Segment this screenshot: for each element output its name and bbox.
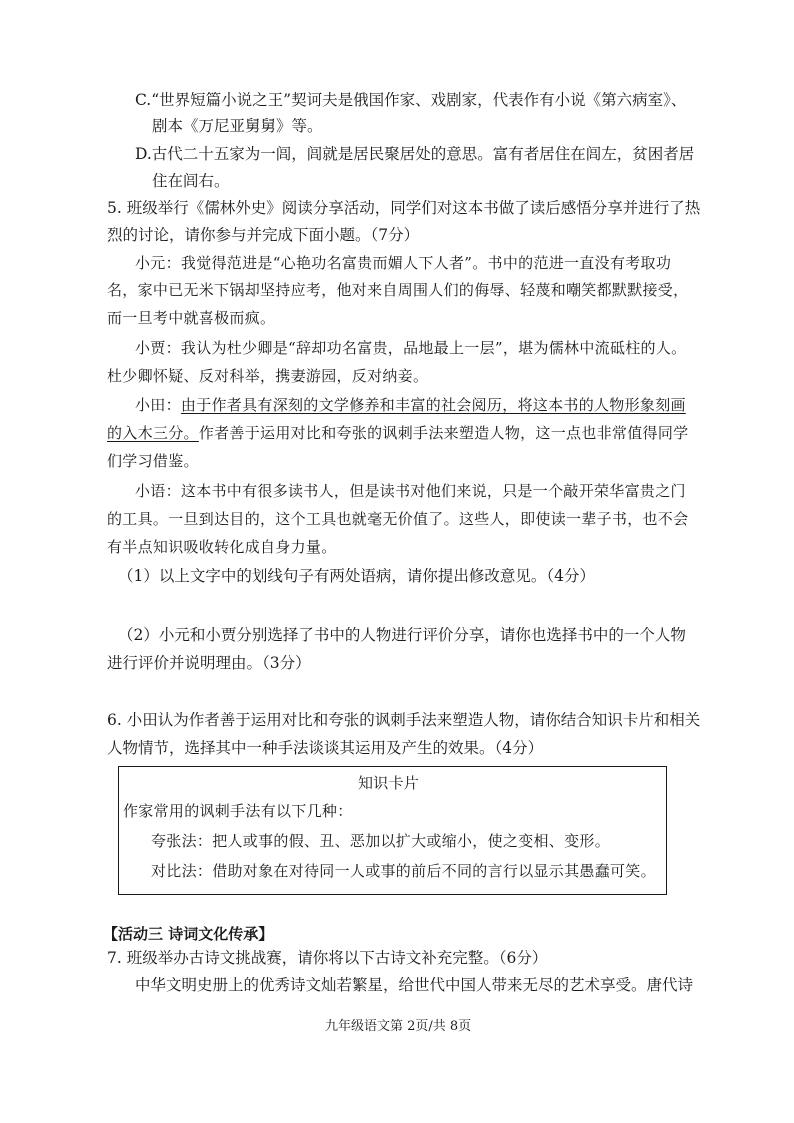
q5-sub2-line2: 进行评价并说明理由。（3分） xyxy=(107,654,311,672)
xiaotian-line2 xyxy=(107,423,688,443)
xiaoyu-line3: 有半点知识吸收转化成自身力量。 xyxy=(107,538,337,556)
q5-sub2-line1: （2）小元和小贾分别选择了书中的人物进行评价分享，请你也选择书中的一个人物 xyxy=(118,626,686,644)
xiaogui-line1: 小贾：我认为杜少卿是“辞却功名富贵，品地最上一层”，堪为儒林中流砥柱的人。 xyxy=(135,339,687,357)
card-item-contrast: 对比法：借助对象在对待同一人或事的前后不同的言行以显示其愚蠢可笑。 xyxy=(151,862,656,880)
xiaotian-prefix: 小田： xyxy=(135,396,181,414)
q5-stem-line1: 5. 班级举行《儒林外史》阅读分享活动，同学们对这本书做了读后感悟分享并进行了热 xyxy=(107,199,701,217)
option-c-line1: C.“世界短篇小说之王”契诃夫是俄国作家、戏剧家，代表作有小说《第六病室》、 xyxy=(135,91,687,109)
q6-stem-line1: 6. 小田认为作者善于运用对比和夸张的讽刺手法来塑造人物，请你结合知识卡片和相关 xyxy=(107,711,701,729)
xiaoyu-line1: 小语：这本书中有很多读书人，但是读书对他们来说，只是一个敲开荣华富贵之门 xyxy=(135,482,686,500)
underlined-sentence-part2: 的入木三分。 xyxy=(107,424,199,442)
xiaotian-rest: 作者善于运用对比和夸张的讽刺手法来塑造人物，这一点也非常值得同学 xyxy=(198,424,689,442)
activity3-heading: 【活动三 诗词文化传承】 xyxy=(103,925,274,943)
xiaotian-line3: 们学习借鉴。 xyxy=(107,452,199,470)
xiaoyuan-line1: 小元：我觉得范进是“心艳功名富贵而媚人下人者”。书中的范进一直没有考取功 xyxy=(135,254,672,272)
q7-stem: 7. 班级举办古诗文挑战赛，请你将以下古诗文补充完整。（6分） xyxy=(107,949,548,967)
q5-stem-line2: 烈的讨论，请你参与并完成下面小题。（7分） xyxy=(107,226,420,244)
q5-sub1: （1）以上文字中的划线句子有两处语病，请你提出修改意见。（4分） xyxy=(118,567,595,585)
page-footer: 九年级语文第 2页/共 8页 xyxy=(325,1019,472,1034)
xiaogui-line2: 杜少卿怀疑、反对科举，携妻游园，反对纳妾。 xyxy=(107,367,429,385)
q7-passage-line1: 中华文明史册上的优秀诗文灿若繁星，给世代中国人带来无尽的艺术享受。唐代诗 xyxy=(135,976,694,994)
card-item-exaggeration: 夸张法：把人或事的假、丑、恶加以扩大或缩小，使之变相、变形。 xyxy=(151,832,611,850)
xiaotian-line1 xyxy=(135,395,686,415)
underlined-sentence-part1: 由于作者具有深刻的文学修养和丰富的社会阅历，将这本书的人物形象刻画 xyxy=(180,396,686,414)
xiaoyu-line2: 的工具。一旦到达目的，这个工具也就毫无价值了。这些人，即使读一辈子书，也不会 xyxy=(107,510,689,528)
card-title: 知识卡片 xyxy=(358,774,420,792)
q6-stem-line2: 人物情节，选择其中一种手法谈谈其运用及产生的效果。（4分） xyxy=(107,739,544,757)
option-d-line2: 住在闾右。 xyxy=(152,172,230,190)
xiaoyuan-line2: 名，家中已无米下锅却坚持应考，他对来自周围人们的侮辱、轻蔑和嘲笑都默默接受， xyxy=(107,281,689,299)
option-c-line2: 剧本《万尼亚舅舅》等。 xyxy=(152,117,323,135)
option-d-line1: D.古代二十五家为一闾，闾就是居民聚居处的意思。富有者居住在闾左，贫困者居 xyxy=(135,145,695,163)
card-intro: 作家常用的讽刺手法有以下几种： xyxy=(123,802,353,820)
knowledge-card xyxy=(118,766,667,895)
xiaoyuan-line3: 而一旦考中就喜极而疯。 xyxy=(107,309,276,327)
